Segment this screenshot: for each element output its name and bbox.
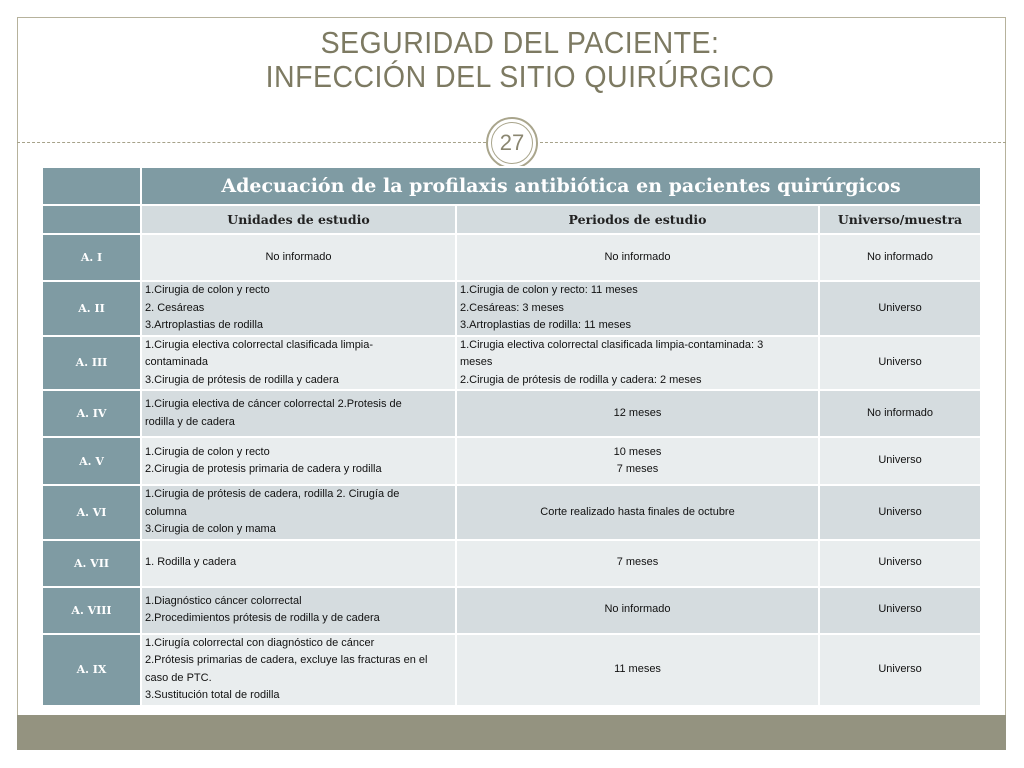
periods-line: 2.Cirugia de prótesis de rodilla y cadera: 2 meses [460,373,702,386]
table-row [42,437,981,485]
units-line: 1.Cirugia de colon y recto [145,284,270,296]
periods-line: 7 meses [616,463,659,475]
row-label: A. V [42,437,141,485]
units-line: caso de PTC. [145,671,212,684]
periods-line: 12 meses [613,406,662,419]
periods-line: 2.Cesáreas: 3 meses [460,301,564,314]
cell-units [141,634,456,706]
cell-periods [456,485,819,540]
row-label: A. III [42,336,141,391]
cell-units [141,485,456,540]
units-line: 1. Rodilla y cadera [145,556,237,569]
units-line: 1.Cirugia electiva de cáncer colorrectal 2.Protesis de [145,398,402,410]
title-divider-left [17,142,486,143]
cell-units [141,390,456,437]
units-line: 2.Prótesis primarias de cadera, excluye las fracturas en el [145,654,428,666]
cell-periods [456,634,819,706]
periods-line: 1.Cirugia de colon y recto: 11 meses [460,284,638,296]
periods-line: 10 meses [613,445,662,458]
cell-sample: Universo [819,485,981,540]
row-label: A. II [42,281,141,336]
cell-periods [456,437,819,485]
units-line: 1.Cirugia electiva colorrectal clasificada limpia- [145,338,374,351]
cell-periods [456,234,819,281]
row-label: A. I [42,234,141,281]
cell-units [141,540,456,587]
cell-sample: No informado [819,390,981,437]
periods-line: 1.Cirugia electiva colorrectal clasificada limpia-contaminada: 3 [460,338,764,351]
cell-sample: No informado [819,234,981,281]
table-row [42,540,981,587]
banner-corner [42,167,141,205]
periods-line: No informado [604,603,671,616]
cell-periods [456,587,819,634]
title-divider-right [540,142,1006,143]
cell-periods [456,390,819,437]
page-number-badge [486,117,538,169]
units-line: rodilla y de cadera [145,415,235,428]
table-row [42,587,981,634]
units-line: 1.Cirugía colorrectal con diagnóstico de cáncer [145,636,375,649]
table-banner: Adecuación de la profilaxis antibiótica en pacientes quirúrgicos [141,167,981,205]
table-row [42,485,981,540]
cell-sample: Universo [819,336,981,391]
column-header-units: Unidades de estudio [141,205,456,234]
units-line: contaminada [145,356,208,368]
cell-sample: Universo [819,540,981,587]
row-label: A. IX [42,634,141,706]
periods-line: Corte realizado hasta finales de octubre [540,505,735,518]
row-label: A. VIII [42,587,141,634]
table-row [42,234,981,281]
prophylaxis-table [41,166,982,707]
periods-line: 7 meses [616,556,659,569]
units-line: columna [145,505,187,518]
row-label: A. VI [42,485,141,540]
cell-periods [456,540,819,587]
cell-units [141,587,456,634]
cell-sample: Universo [819,281,981,336]
units-line: 1.Cirugia de colon y recto [145,445,270,458]
units-line: 3.Cirugia de prótesis de rodilla y cadera [145,373,339,386]
units-line: 2. Cesáreas [145,301,205,314]
header-corner [42,205,141,234]
units-line: 3.Sustitución total de rodilla [145,689,280,701]
page-number: 27 [491,122,533,164]
cell-sample: Universo [819,634,981,706]
table-row [42,281,981,336]
table-row [42,390,981,437]
cell-periods [456,336,819,391]
slide-title [42,26,999,94]
row-label: A. VII [42,540,141,587]
units-line: 2.Cirugia de protesis primaria de cadera y rodilla [145,463,382,475]
units-line: 1.Diagnóstico cáncer colorrectal [145,594,302,607]
table-body [42,234,981,706]
periods-line: meses [460,356,493,368]
footer-bar [17,715,1006,750]
row-label: A. IV [42,390,141,437]
cell-units [141,281,456,336]
cell-units [141,336,456,391]
title-line-1: SEGURIDAD DEL PACIENTE: [320,25,720,60]
units-line: 3.Artroplastias de rodilla [145,319,264,331]
units-line: 1.Cirugia de prótesis de cadera, rodilla 2. Cirugía de [145,488,400,500]
units-line: 3.Cirugia de colon y mama [145,523,276,535]
periods-line: 3.Artroplastias de rodilla: 11 meses [460,319,631,331]
cell-periods [456,281,819,336]
title-line-2: INFECCIÓN DEL SITIO QUIRÚRGICO [265,59,775,94]
column-header-periods: Periodos de estudio [456,205,819,234]
table-row [42,336,981,391]
column-header-sample: Universo/muestra [819,205,981,234]
cell-sample: Universo [819,437,981,485]
cell-units [141,437,456,485]
cell-sample: Universo [819,587,981,634]
units-line: No informado [265,250,332,263]
cell-units [141,234,456,281]
periods-line: No informado [604,250,671,263]
periods-line: 11 meses [614,662,661,675]
table-row [42,634,981,706]
units-line: 2.Procedimientos prótesis de rodilla y de cadera [145,612,380,624]
